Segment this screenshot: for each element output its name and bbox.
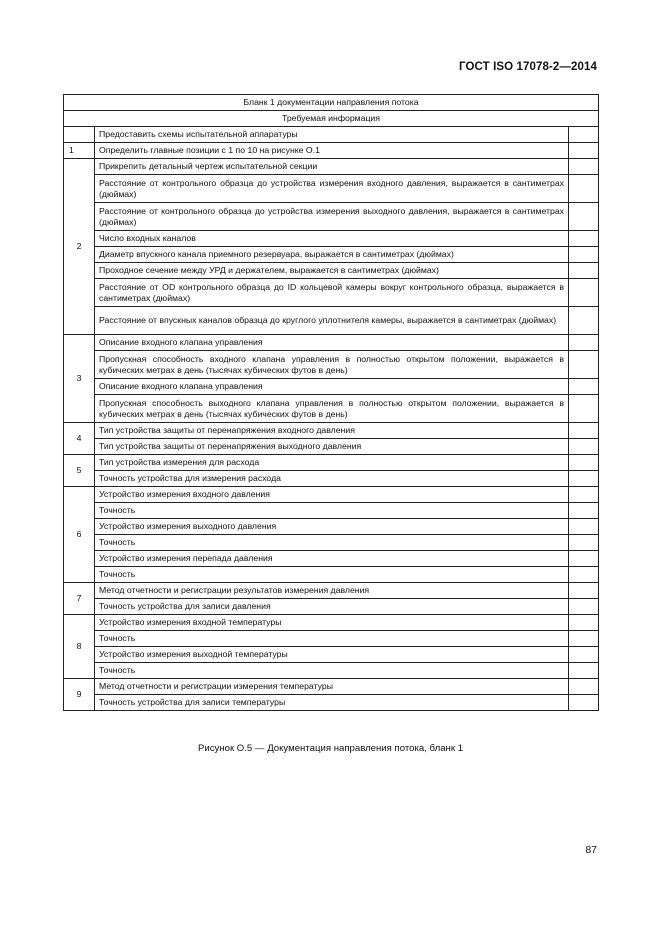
group-number: 1 [64, 143, 95, 159]
answer-cell[interactable] [569, 615, 599, 631]
group-number: 7 [64, 583, 95, 615]
answer-cell[interactable] [569, 203, 599, 231]
form-title: Бланк 1 документации направления потока [64, 95, 599, 111]
form-row [64, 423, 599, 439]
answer-cell[interactable] [569, 175, 599, 203]
requirement-text: Расстояние от контрольного образца до устройства измерения выходного давления, выражается в сантиметрах (дюймах) [95, 203, 569, 231]
answer-cell[interactable] [569, 159, 599, 175]
answer-cell[interactable] [569, 695, 599, 711]
form-title-row [64, 95, 599, 111]
answer-cell[interactable] [569, 351, 599, 379]
form-row [64, 519, 599, 535]
answer-cell[interactable] [569, 127, 599, 143]
requirement-text: Точность устройства для записи давления [95, 599, 569, 615]
form-row [64, 307, 599, 335]
form-intro: Предоставить схемы испытательной аппаратуры [95, 127, 569, 143]
form-row [64, 615, 599, 631]
form-row [64, 551, 599, 567]
form-row [64, 279, 599, 307]
answer-cell[interactable] [569, 335, 599, 351]
group-number: 9 [64, 679, 95, 711]
answer-cell[interactable] [569, 143, 599, 159]
form-row [64, 231, 599, 247]
group-number: 8 [64, 615, 95, 679]
answer-cell[interactable] [569, 663, 599, 679]
form-row [64, 143, 599, 159]
requirement-text: Прикрепить детальный чертеж испытательной секции [95, 159, 569, 175]
form-row [64, 203, 599, 231]
group-number: 5 [64, 455, 95, 487]
answer-cell[interactable] [569, 647, 599, 663]
requirement-text: Точность [95, 535, 569, 551]
answer-cell[interactable] [569, 551, 599, 567]
requirement-text: Устройство измерения выходного давления [95, 519, 569, 535]
answer-cell[interactable] [569, 519, 599, 535]
form-row [64, 487, 599, 503]
form-row [64, 679, 599, 695]
requirement-text: Пропускная способность входного клапана управления в полностью открытом положении, выражается в кубических метрах в день (тысячах кубических футов в день) [95, 351, 569, 379]
answer-cell[interactable] [569, 263, 599, 279]
requirement-text: Метод отчетности и регистрации измерения температуры [95, 679, 569, 695]
form-row [64, 263, 599, 279]
requirement-text: Точность [95, 631, 569, 647]
document-code: ГОСТ ISO 17078-2—2014 [459, 61, 597, 73]
form-row [64, 335, 599, 351]
form-row [64, 247, 599, 263]
requirement-text: Тип устройства защиты от перенапряжения входного давления [95, 423, 569, 439]
form-row [64, 631, 599, 647]
requirement-text: Устройство измерения выходной температуры [95, 647, 569, 663]
answer-cell[interactable] [569, 379, 599, 395]
requirement-text: Тип устройства измерения для расхода [95, 455, 569, 471]
requirement-text: Диаметр впускного канала приемного резервуара, выражается в сантиметрах (дюймах) [95, 247, 569, 263]
group-number: 3 [64, 335, 95, 423]
requirement-text: Точность [95, 567, 569, 583]
form-row [64, 647, 599, 663]
form-row [64, 159, 599, 175]
form-row [64, 567, 599, 583]
figure-caption: Рисунок О.5 — Документация направления потока, бланк 1 [197, 743, 464, 754]
form-subtitle-row [64, 111, 599, 127]
requirement-text: Устройство измерения входного давления [95, 487, 569, 503]
answer-cell[interactable] [569, 583, 599, 599]
requirement-text: Расстояние от OD контрольного образца до ID кольцевой камеры вокруг контрольного образца, выражается в сантиметрах (дюймах) [95, 279, 569, 307]
form-row [64, 379, 599, 395]
requirement-text: Описание входного клапана управления [95, 379, 569, 395]
requirement-text: Точность устройства для записи температуры [95, 695, 569, 711]
form-row [64, 455, 599, 471]
requirement-text: Устройство измерения входной температуры [95, 615, 569, 631]
answer-cell[interactable] [569, 231, 599, 247]
answer-cell[interactable] [569, 471, 599, 487]
empty-number-cell [64, 127, 95, 143]
answer-cell[interactable] [569, 631, 599, 647]
requirement-text: Тип устройства защиты от перенапряжения выходного давления [95, 439, 569, 455]
requirement-text: Расстояние от впускных каналов образца до круглого уплотнителя камеры, выражается в сантиметрах (дюймах) [95, 307, 569, 335]
requirement-text: Устройство измерения перепада давления [95, 551, 569, 567]
requirement-text: Точность устройства для измерения расхода [95, 471, 569, 487]
requirement-text: Проходное сечение между УРД и держателем, выражается в сантиметрах (дюймах) [95, 263, 569, 279]
form-intro-row [64, 127, 599, 143]
page-number: 87 [585, 844, 597, 856]
form-row [64, 351, 599, 379]
group-number: 6 [64, 487, 95, 583]
answer-cell[interactable] [569, 395, 599, 423]
answer-cell[interactable] [569, 487, 599, 503]
form-row [64, 535, 599, 551]
answer-cell[interactable] [569, 279, 599, 307]
requirement-text: Точность [95, 503, 569, 519]
requirement-text: Расстояние от контрольного образца до устройства измерения входного давления, выражается в сантиметрах (дюймах) [95, 175, 569, 203]
form-row [64, 503, 599, 519]
flow-documentation-form [63, 94, 599, 711]
form-row [64, 695, 599, 711]
requirement-text: Точность [95, 663, 569, 679]
group-number: 2 [64, 159, 95, 335]
answer-cell[interactable] [569, 439, 599, 455]
answer-cell[interactable] [569, 247, 599, 263]
form-row [64, 471, 599, 487]
form-row [64, 583, 599, 599]
form-row [64, 175, 599, 203]
form-row [64, 663, 599, 679]
requirement-text: Описание входного клапана управления [95, 335, 569, 351]
form-row [64, 395, 599, 423]
answer-cell[interactable] [569, 679, 599, 695]
answer-cell[interactable] [569, 599, 599, 615]
answer-cell[interactable] [569, 503, 599, 519]
form-row [64, 599, 599, 615]
form-subtitle: Требуемая информация [64, 111, 599, 127]
answer-cell[interactable] [569, 535, 599, 551]
requirement-text: Пропускная способность выходного клапана управления в полностью открытом положении, выражается в кубических метрах в день (тысячах кубических футов в день) [95, 395, 569, 423]
answer-cell[interactable] [569, 307, 599, 335]
requirement-text: Определить главные позиции с 1 по 10 на рисунке О.1 [95, 143, 569, 159]
answer-cell[interactable] [569, 567, 599, 583]
group-number: 4 [64, 423, 95, 455]
requirement-text: Число входных каналов [95, 231, 569, 247]
answer-cell[interactable] [569, 455, 599, 471]
answer-cell[interactable] [569, 423, 599, 439]
form-row [64, 439, 599, 455]
requirement-text: Метод отчетности и регистрации результатов измерения давления [95, 583, 569, 599]
